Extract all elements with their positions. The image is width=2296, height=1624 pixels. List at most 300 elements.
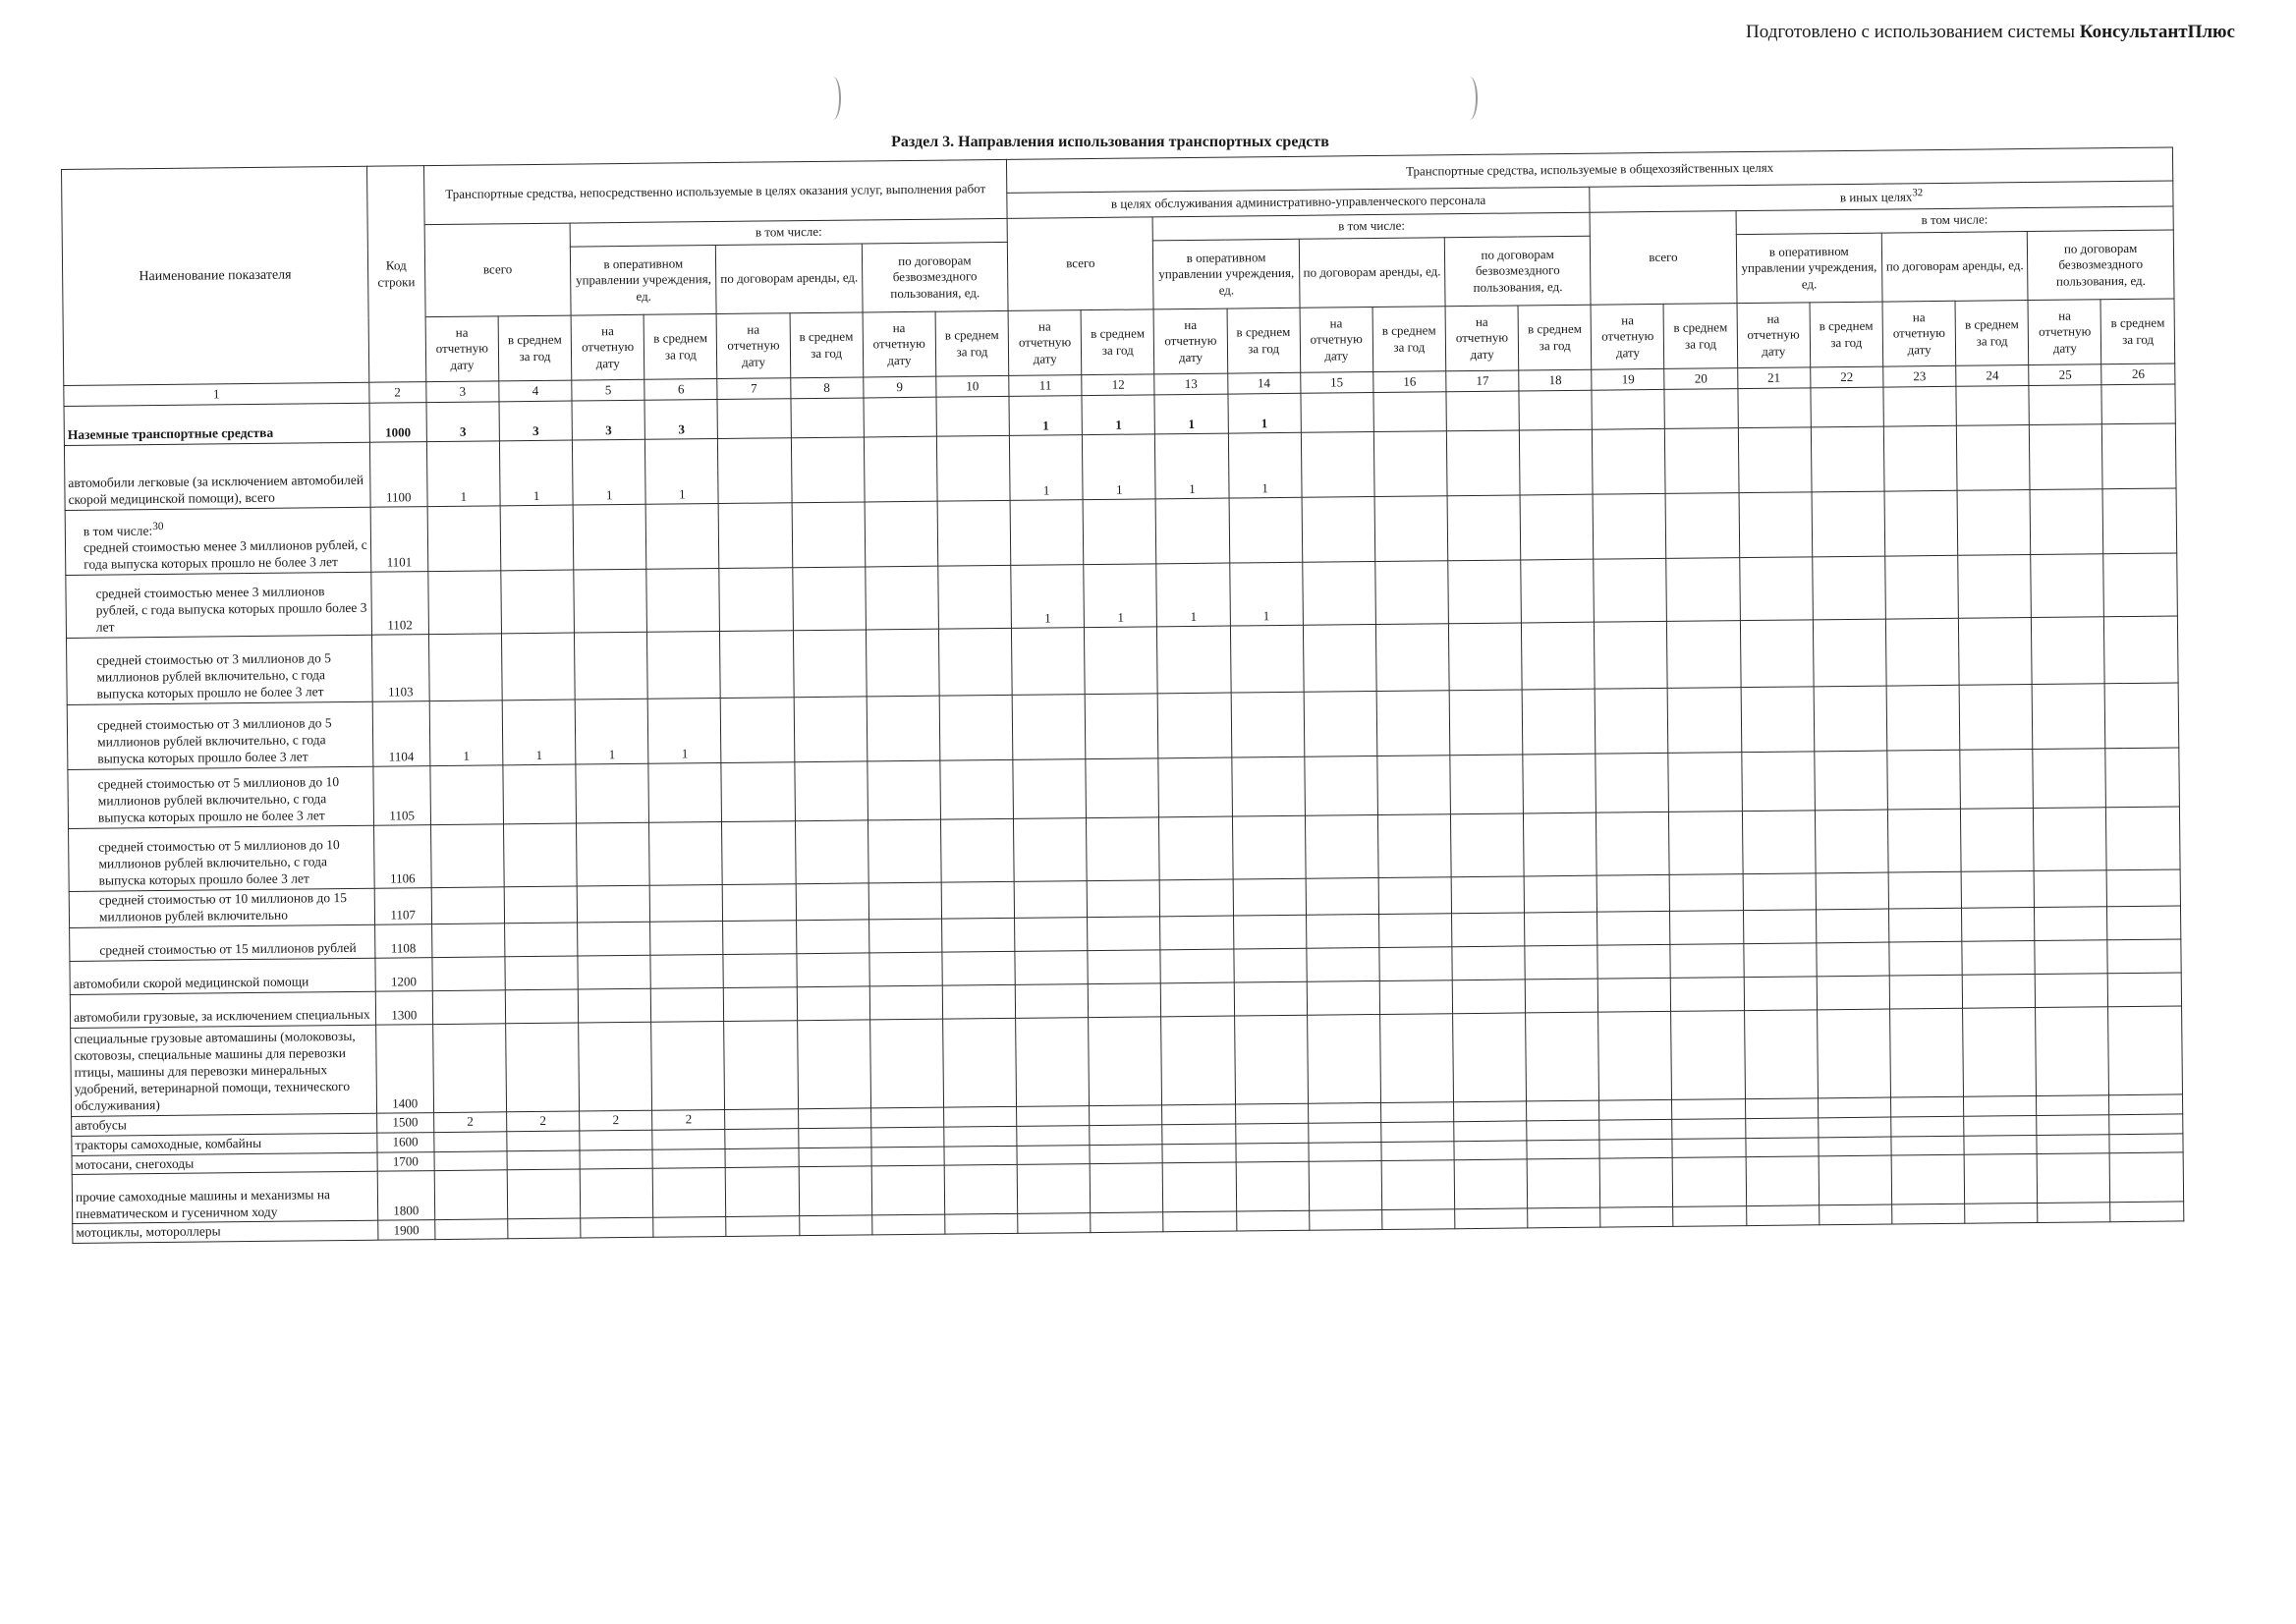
cell-value <box>1527 1100 1599 1121</box>
cell-value <box>428 571 502 635</box>
cell-value <box>2101 384 2175 424</box>
cell-value <box>2105 683 2179 749</box>
cell-value <box>431 887 505 924</box>
cell-value <box>2033 749 2106 809</box>
cell-value <box>871 1147 944 1167</box>
cell-value <box>652 1168 726 1218</box>
header-on-date: на отчетную дату <box>1153 308 1227 374</box>
cell-value <box>1236 1211 1309 1232</box>
cell-value <box>1233 878 1307 916</box>
row-name: прочие самоходные машины и механизмы на пневматическом и гусеничном ходу <box>72 1172 377 1224</box>
row-name: автомобили легковые (за исключением автомобилей скорой медицинской помощи), всего <box>64 442 369 510</box>
cell-value <box>1379 980 1453 1014</box>
cell-value <box>2030 424 2103 490</box>
cell-value <box>864 397 937 437</box>
header-op-mgmt: в оперативном управлении учреждения, ед. <box>1153 239 1300 309</box>
cell-value <box>1305 756 1378 816</box>
cell-value <box>648 762 722 822</box>
cell-value <box>1378 913 1452 947</box>
cell-value <box>726 1167 800 1217</box>
cell-value <box>1672 1118 1745 1139</box>
cell-value <box>2103 553 2177 617</box>
cell-value <box>1309 1210 1381 1231</box>
cell-value: 3 <box>644 400 718 440</box>
row-name: специальные грузовые автомашины (молоковозы, скотовозы, специальные машины для перевозки птицы, машины для перевозки минеральных удобрений, ветеринарной помощи, технического обслуживания) <box>71 1025 377 1116</box>
column-number: 13 <box>1154 373 1227 395</box>
cell-value <box>2109 1133 2183 1153</box>
cell-value <box>2037 1114 2109 1135</box>
cell-value <box>1010 500 1084 566</box>
column-number: 11 <box>1009 375 1082 397</box>
cell-value <box>1454 1140 1527 1160</box>
cell-value <box>574 569 647 633</box>
cell-value <box>576 763 649 823</box>
cell-value <box>1374 496 1448 562</box>
cell-value <box>2036 1006 2109 1095</box>
cell-value: 1 <box>1009 435 1083 501</box>
cell-value <box>427 506 501 572</box>
cell-value <box>1377 756 1451 815</box>
cell-value <box>1890 1096 1963 1117</box>
cell-value: 1 <box>1228 393 1302 433</box>
column-number: 6 <box>644 379 717 401</box>
header-on-date: на отчетную дату <box>717 313 791 379</box>
cell-value <box>868 819 941 883</box>
cell-value <box>1956 425 2030 491</box>
cell-value <box>1524 812 1597 876</box>
cell-value <box>1957 490 2031 556</box>
cell-value <box>1520 494 1594 560</box>
cell-value <box>944 1146 1017 1166</box>
column-number: 16 <box>1373 371 1446 393</box>
cell-value <box>942 951 1016 985</box>
column-number: 17 <box>1446 370 1519 392</box>
cell-value <box>1306 914 1379 948</box>
cell-value <box>1964 1095 2037 1116</box>
cell-value <box>1524 875 1597 913</box>
cell-value <box>434 1131 507 1151</box>
cell-value <box>2105 748 2179 808</box>
cell-value <box>868 919 942 953</box>
cell-value <box>1161 1016 1235 1105</box>
cell-value <box>941 918 1015 952</box>
row-name: автомобили грузовые, за исключением специальных <box>70 991 375 1028</box>
cell-value <box>1083 499 1156 565</box>
cell-value <box>1599 1119 1672 1140</box>
column-number: 19 <box>1592 368 1664 390</box>
cell-value: 1 <box>645 439 719 505</box>
cell-value <box>505 989 579 1024</box>
cell-value <box>1739 492 1813 558</box>
cell-value <box>1375 624 1449 692</box>
cell-value <box>1817 976 1890 1010</box>
cell-value <box>1308 1102 1380 1123</box>
cell-value <box>864 436 937 502</box>
cell-value <box>1597 944 1671 979</box>
row-code: 1101 <box>370 507 428 573</box>
cell-value <box>799 1166 872 1216</box>
cell-value <box>2037 1153 2110 1204</box>
cell-value <box>868 760 941 820</box>
row-name: тракторы самоходные, комбайны <box>72 1133 377 1155</box>
cell-value <box>649 821 723 885</box>
cell-value <box>1673 1157 1747 1207</box>
cell-value <box>1664 389 1738 429</box>
cell-value <box>1961 871 2035 909</box>
row-name-text: средней стоимостью менее 3 миллионов рублей, с года выпуска которых прошло не более 3 лет <box>83 537 367 572</box>
cell-value <box>1600 1207 1673 1228</box>
cell-value <box>1304 692 1377 757</box>
column-number: 14 <box>1227 372 1300 394</box>
cell-value <box>1163 1162 1237 1212</box>
cell-value <box>434 1170 508 1220</box>
cell-value <box>1088 950 1161 984</box>
cell-value <box>1959 618 2033 686</box>
cell-value <box>507 1169 581 1219</box>
cell-value <box>1378 877 1452 915</box>
cell-value <box>1890 1008 1964 1097</box>
column-number: 15 <box>1300 372 1372 394</box>
cell-value <box>2102 488 2176 554</box>
cell-value <box>1527 1140 1599 1160</box>
cell-value <box>501 570 575 634</box>
cell-value <box>1745 1098 1818 1119</box>
cell-value <box>792 502 866 568</box>
column-number: 23 <box>1883 365 1956 387</box>
punch-hole-mark <box>825 77 841 120</box>
cell-value <box>1236 1162 1310 1212</box>
column-number: 18 <box>1519 369 1592 391</box>
cell-value: 3 <box>572 400 645 440</box>
cell-value <box>1891 1136 1964 1156</box>
header-on-date: на отчетную дату <box>863 311 936 377</box>
cell-value <box>1450 813 1524 877</box>
column-number: 5 <box>572 379 644 401</box>
header-op-mgmt: в оперативном управлении учреждения, ед. <box>1736 233 1882 304</box>
column-number: 22 <box>1811 366 1883 388</box>
cell-value <box>1379 946 1453 980</box>
cell-value <box>721 698 795 763</box>
cell-value <box>1446 430 1520 496</box>
cell-value <box>2032 617 2105 685</box>
header-avg-year: в среднем за год <box>1081 309 1154 375</box>
cell-value <box>1163 1211 1236 1232</box>
consultant-plus-note <box>1746 22 2235 43</box>
cell-value <box>1520 429 1594 495</box>
cell-value <box>797 986 870 1021</box>
cell-value <box>798 1108 870 1129</box>
cell-value <box>1889 941 1963 976</box>
row-name: мотоциклы, мотороллеры <box>73 1221 378 1244</box>
cell-value <box>1012 695 1086 760</box>
cell-value <box>505 923 579 957</box>
cell-value <box>1745 1117 1818 1138</box>
cell-value <box>1235 1123 1308 1144</box>
cell-value <box>1160 879 1234 917</box>
row-name: Наземные транспортные средства <box>64 403 369 445</box>
cell-value <box>2035 906 2108 940</box>
cell-value <box>870 1107 943 1128</box>
cell-value <box>1526 1012 1599 1101</box>
cell-value <box>1454 1159 1528 1209</box>
cell-value <box>1964 1154 2038 1204</box>
cell-value <box>1885 555 1959 619</box>
header-total: всего <box>1590 211 1736 306</box>
cell-value <box>573 504 646 570</box>
cell-value <box>2107 906 2181 940</box>
cell-value <box>942 1018 1016 1107</box>
cell-value: 1 <box>1009 396 1083 436</box>
cell-value <box>1527 1159 1600 1209</box>
cell-value <box>870 1127 943 1148</box>
cell-value <box>2029 385 2102 425</box>
row-name: автобусы <box>72 1113 377 1136</box>
cell-value <box>1232 815 1306 879</box>
cell-value <box>2107 939 2181 974</box>
cell-value <box>1014 818 1088 882</box>
cell-value <box>1962 940 2036 975</box>
cell-value <box>1521 559 1595 623</box>
cell-value <box>579 1022 652 1111</box>
cell-value <box>795 820 868 884</box>
cell-value: 3 <box>426 402 500 442</box>
cell-value <box>1454 1121 1527 1142</box>
header-including: в том числе: <box>570 218 1007 247</box>
cell-value <box>1669 812 1743 875</box>
cell-value <box>1017 1125 1090 1146</box>
cell-value <box>796 953 869 987</box>
cell-value <box>580 1169 653 1219</box>
cell-value <box>1381 1160 1455 1210</box>
cell-value <box>1452 946 1526 980</box>
row-code: 1000 <box>369 403 427 443</box>
cell-value <box>1956 386 2030 426</box>
cell-value <box>726 1216 799 1237</box>
column-number: 24 <box>1956 365 2029 387</box>
cell-value <box>718 438 792 504</box>
cell-value <box>2032 684 2105 750</box>
cell-value <box>1593 493 1666 559</box>
cell-value <box>1891 1116 1964 1137</box>
cell-value <box>1159 816 1233 880</box>
cell-value <box>1599 1139 1672 1159</box>
cell-value <box>503 764 577 824</box>
cell-value: 2 <box>433 1112 506 1133</box>
cell-value <box>1738 388 1812 428</box>
header-avg-year: в среднем за год <box>1810 302 1883 367</box>
cell-value <box>1599 1158 1673 1208</box>
cell-value <box>1666 558 1740 622</box>
cell-value <box>577 885 650 923</box>
cell-value <box>1014 881 1088 919</box>
cell-value <box>1596 753 1669 812</box>
cell-value: 1 <box>573 439 646 505</box>
cell-value <box>1449 690 1523 756</box>
header-free-use: по договорам безвозмездного пользования, ед. <box>2028 230 2174 301</box>
cell-value <box>1381 1121 1454 1142</box>
header-avg-year: в среднем за год <box>1372 307 1446 372</box>
cell-value <box>1234 1015 1308 1104</box>
cell-value <box>1961 809 2035 872</box>
header-group-a: Транспортные средства, непосредственно используемые в целях оказания услуг, выполнения работ <box>423 159 1007 224</box>
cell-value <box>724 986 798 1021</box>
row-code: 1105 <box>373 766 431 826</box>
cell-value <box>796 920 869 954</box>
cell-value <box>1306 877 1379 915</box>
cell-value: 1 <box>1154 394 1228 434</box>
cell-value <box>1886 685 1960 751</box>
cell-value <box>1670 910 1744 944</box>
cell-value <box>719 568 793 632</box>
cell-value <box>1016 1017 1090 1106</box>
cell-value <box>797 1020 870 1109</box>
cell-value <box>1817 942 1890 977</box>
cell-value <box>1012 628 1086 696</box>
cell-value <box>2106 807 2180 870</box>
cell-value <box>431 924 505 958</box>
cell-value <box>1233 915 1307 949</box>
cell-value <box>578 955 651 989</box>
cell-value: 1 <box>575 699 648 764</box>
cell-value <box>578 922 651 956</box>
cell-value <box>1596 812 1670 875</box>
cell-value <box>1592 389 1665 429</box>
header-lease: по договорам аренды, ед. <box>1881 232 2028 303</box>
cell-value <box>2035 973 2108 1007</box>
cell-value <box>1666 493 1740 559</box>
cell-value <box>1670 943 1744 978</box>
cell-value <box>1160 949 1234 983</box>
header-free-use: по договорам безвозмездного пользования, ед. <box>862 242 1008 312</box>
cell-value <box>1446 391 1520 431</box>
cell-value <box>1519 390 1593 430</box>
cell-value <box>1160 916 1234 950</box>
cell-value: 1 <box>1229 562 1303 626</box>
cell-value <box>1086 758 1159 818</box>
cell-value <box>580 1130 652 1150</box>
cell-value <box>2109 1114 2183 1135</box>
cell-value <box>1742 811 1816 874</box>
cell-value <box>1302 497 1375 563</box>
cell-value <box>1525 912 1598 946</box>
cell-value <box>720 631 794 699</box>
cell-value: 2 <box>580 1110 652 1131</box>
cell-value <box>1155 498 1229 564</box>
cell-value <box>1964 1115 2037 1136</box>
cell-value <box>1455 1208 1528 1229</box>
cell-value <box>500 505 574 571</box>
cell-value <box>866 566 939 630</box>
cell-value <box>645 504 719 570</box>
cell-value <box>1964 1135 2037 1155</box>
cell-value <box>1962 907 2036 941</box>
row-name: автомобили скорой медицинской помощи <box>70 958 375 994</box>
cell-value <box>724 1020 798 1109</box>
cell-value <box>719 503 793 569</box>
cell-value <box>652 1148 725 1169</box>
cell-value <box>944 1126 1017 1147</box>
header-avg-year: в среднем за год <box>1518 305 1592 370</box>
cell-value <box>725 1108 798 1129</box>
header-op-mgmt: в оперативном управлении учреждения, ед. <box>570 246 716 316</box>
header-group-b2-label: в иных целях <box>1839 189 1913 205</box>
cell-value <box>1743 910 1817 944</box>
cell-value <box>936 396 1010 436</box>
cell-value <box>1965 1204 2038 1224</box>
cell-value <box>1523 754 1596 813</box>
cell-value: 1 <box>1228 432 1302 498</box>
header-avg-year: в среднем за год <box>498 315 572 381</box>
cell-value: 1 <box>1082 395 1155 435</box>
cell-value <box>871 1166 945 1216</box>
cell-value <box>1598 1011 1672 1100</box>
cell-value <box>721 762 795 822</box>
cell-value <box>794 761 868 821</box>
cell-value <box>722 821 796 885</box>
cell-value <box>1815 810 1888 873</box>
cell-value <box>1448 623 1522 691</box>
cell-value <box>1158 757 1232 817</box>
cell-value <box>1453 1013 1527 1102</box>
cell-value <box>1598 978 1672 1012</box>
note-brand: КонсультантПлюс <box>2079 22 2235 42</box>
section-title: Раздел 3. Направления использования транспортных средств <box>891 134 1329 150</box>
cell-value: 1 <box>429 700 503 766</box>
cell-value <box>1380 1101 1453 1122</box>
cell-value <box>1447 495 1521 561</box>
cell-value <box>1522 622 1596 690</box>
header-on-date: на отчетную дату <box>1737 303 1811 368</box>
cell-value <box>942 984 1016 1019</box>
cell-value: 1 <box>1156 563 1230 627</box>
column-number: 10 <box>936 375 1009 397</box>
cell-value <box>938 628 1012 696</box>
cell-value <box>793 630 867 698</box>
cell-value <box>2108 1006 2183 1095</box>
cell-value <box>1888 871 1962 909</box>
cell-value <box>1017 1145 1090 1165</box>
cell-value <box>1090 1105 1162 1126</box>
row-code: 1100 <box>369 442 427 508</box>
cell-value <box>866 629 939 697</box>
row-name <box>65 507 370 575</box>
column-number: 12 <box>1082 374 1154 396</box>
header-avg-year: в среднем за год <box>790 312 864 378</box>
cell-value <box>650 954 724 988</box>
cell-value: 1 <box>1083 434 1156 500</box>
cell-value <box>1235 1103 1308 1124</box>
cell-value: 2 <box>507 1111 580 1132</box>
cell-value <box>647 632 721 700</box>
header-group-b: Транспортные средства, используемые в общехозяйственных целях <box>1007 147 2173 193</box>
row-name-footnote: 30 <box>152 520 164 532</box>
row-code: 1700 <box>377 1151 434 1171</box>
cell-value <box>1816 909 1889 943</box>
column-number: 2 <box>368 382 425 404</box>
cell-value <box>1382 1209 1455 1230</box>
column-number: 26 <box>2101 364 2175 385</box>
cell-value <box>1089 1017 1162 1106</box>
cell-value <box>1668 688 1742 754</box>
cell-value <box>940 759 1014 819</box>
row-code: 1500 <box>376 1112 433 1132</box>
cell-value <box>432 990 506 1025</box>
cell-value <box>1741 752 1815 812</box>
cell-value <box>2110 1152 2184 1203</box>
cell-value <box>650 921 724 955</box>
cell-value <box>1962 974 2036 1008</box>
cell-value <box>1892 1204 1965 1225</box>
